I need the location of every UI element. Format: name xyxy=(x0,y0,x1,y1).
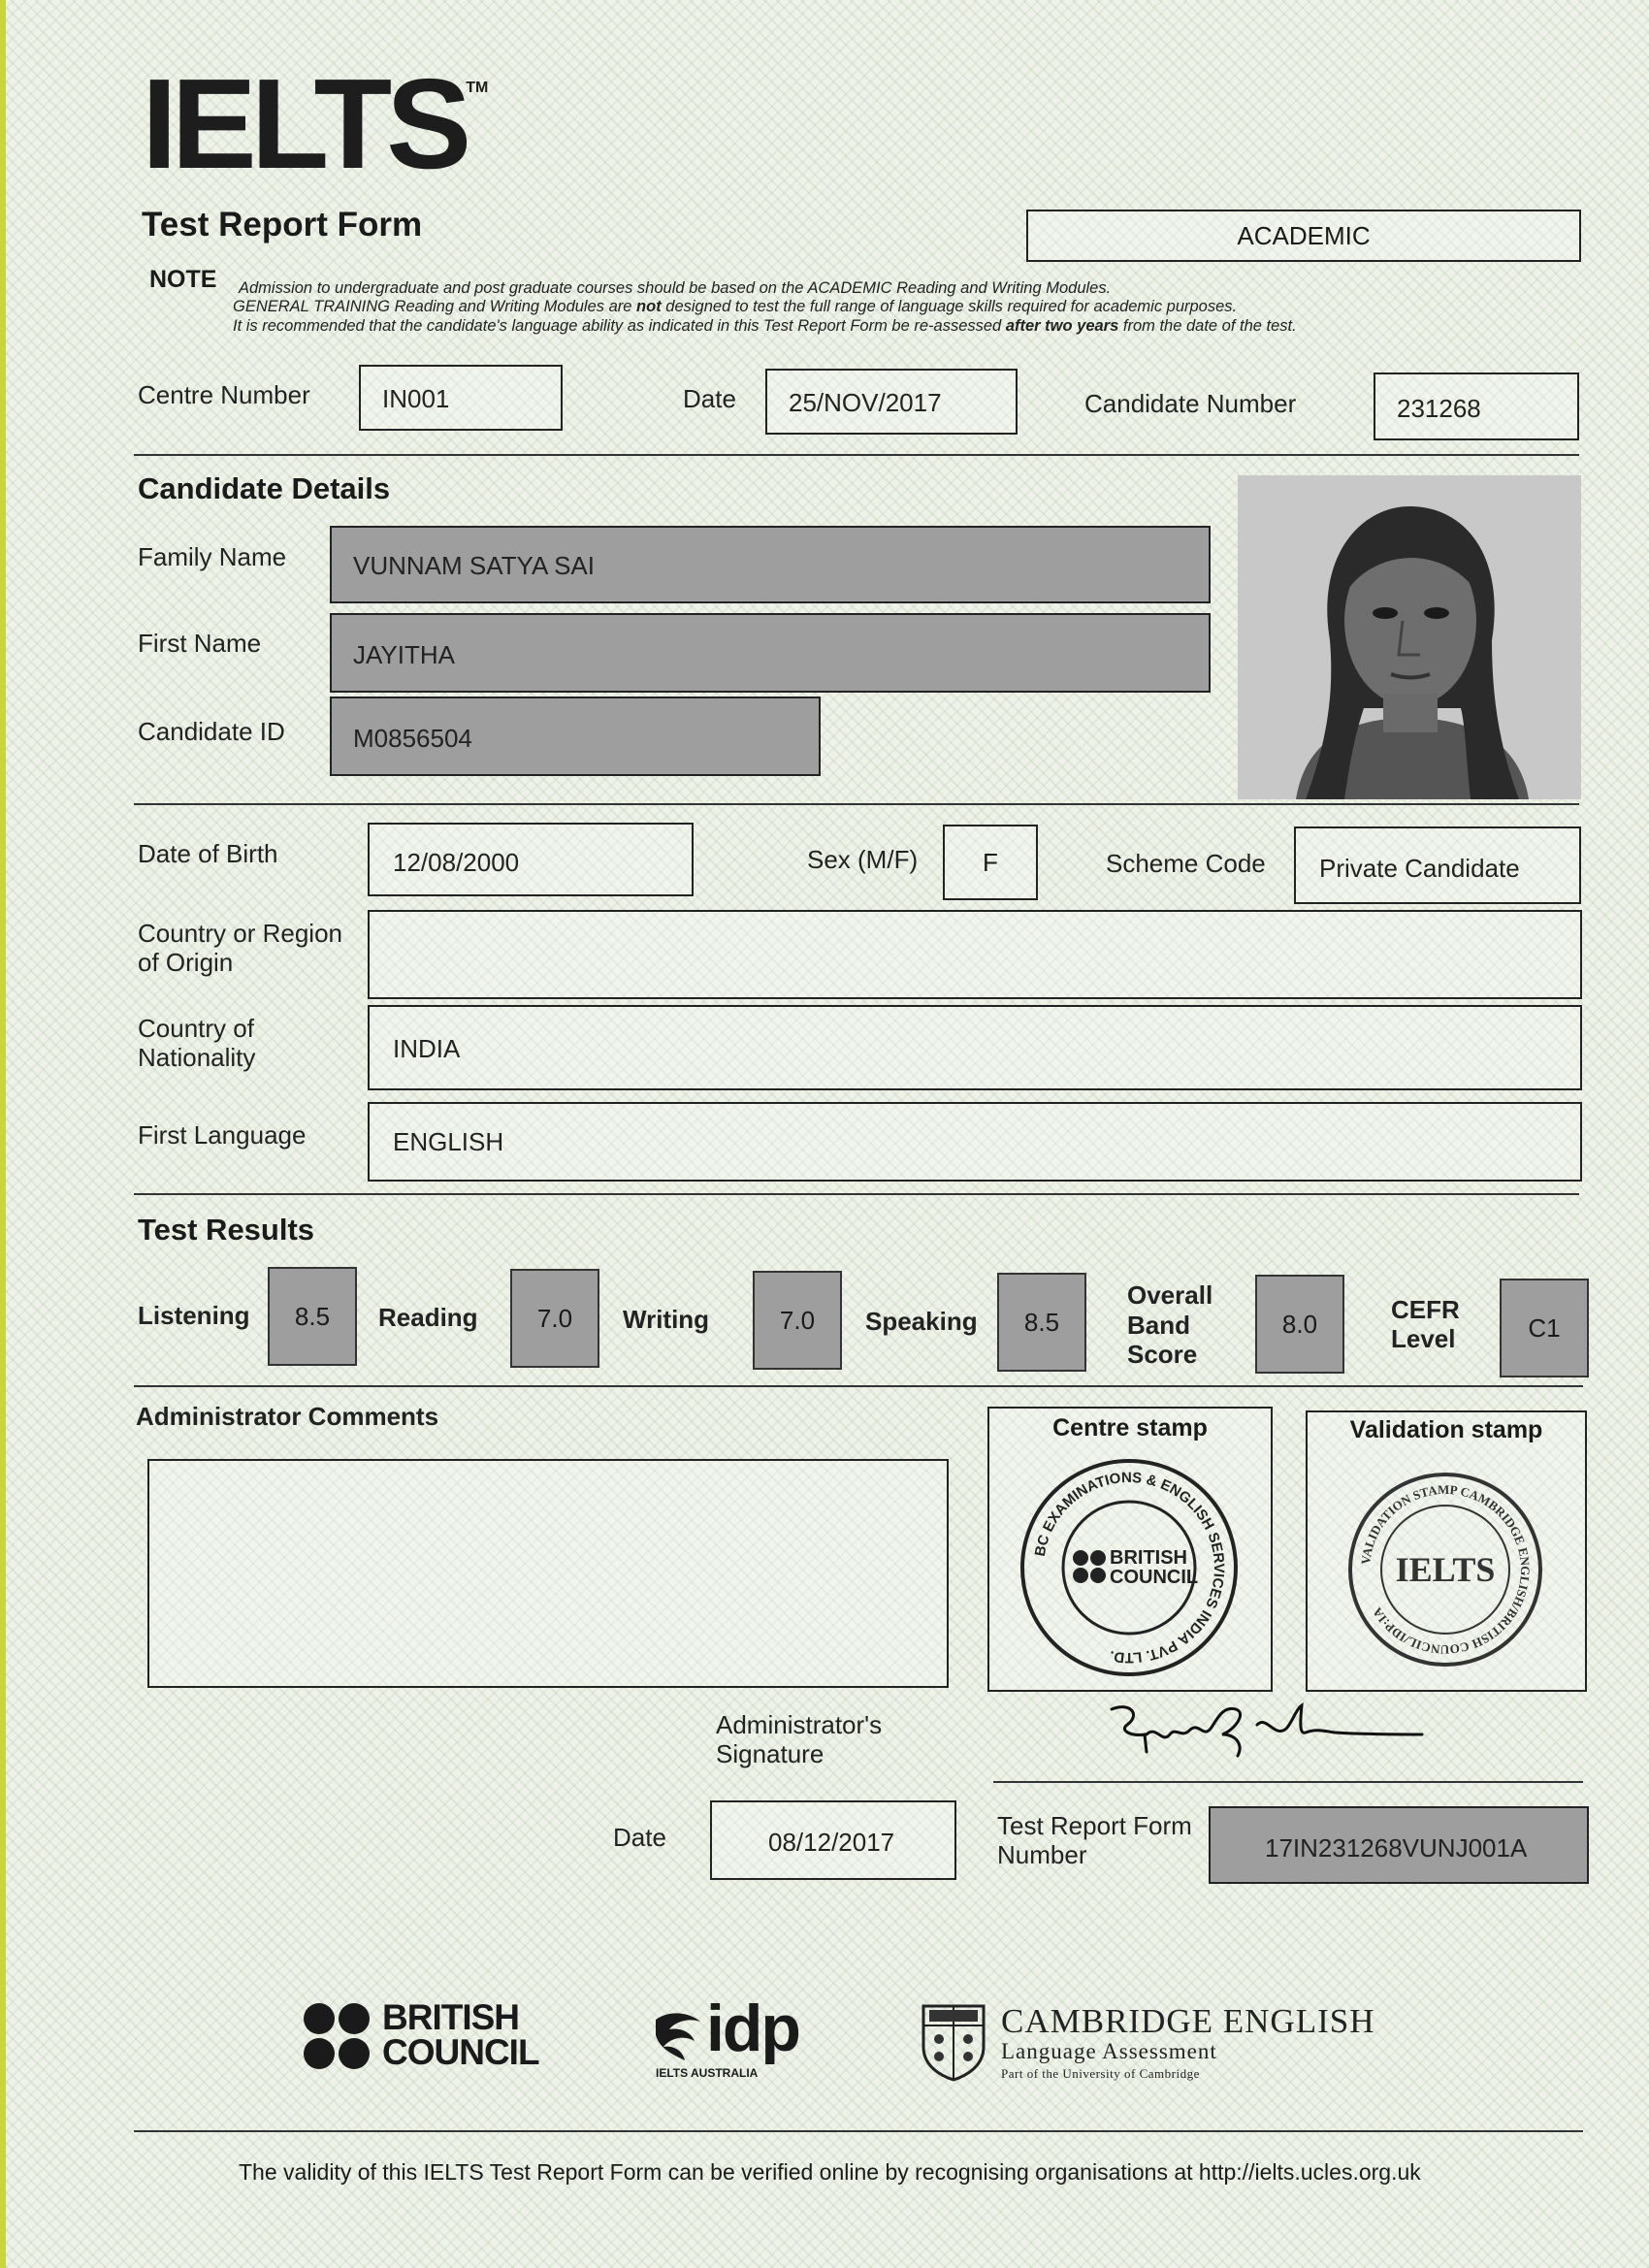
candidate-details-title: Candidate Details xyxy=(138,471,391,505)
country-origin-label-line2: of Origin xyxy=(138,947,234,977)
cambridge-crest-icon xyxy=(922,2004,986,2082)
cambridge-line-2: Language Assessment xyxy=(1001,2039,1217,2063)
first-name-value: JAYITHA xyxy=(353,640,455,669)
reading-score: 7.0 xyxy=(510,1269,599,1368)
nationality-box xyxy=(368,1005,1582,1090)
nationality-label-line1: Country of xyxy=(138,1014,254,1043)
cambridge-logo xyxy=(922,2004,1426,2091)
british-council-text xyxy=(382,1997,539,2072)
overall-label xyxy=(1127,1280,1212,1370)
note-line-3c: from the date of the test. xyxy=(1118,316,1297,335)
candidate-id-field xyxy=(330,697,821,776)
writing-label: Writing xyxy=(623,1305,710,1334)
centre-number-value: IN001 xyxy=(382,384,450,413)
country-origin-box xyxy=(368,910,1582,999)
country-origin-label-line1: Country or Region xyxy=(138,919,342,948)
divider xyxy=(134,1385,1583,1387)
centre-number-box xyxy=(359,365,563,431)
cefr-label-line1: CEFR xyxy=(1391,1295,1460,1324)
note-line-2a: GENERAL TRAINING Reading and Writing Modules are xyxy=(233,298,637,316)
family-name-label: Family Name xyxy=(138,542,287,571)
bc-line-1: BRITISH xyxy=(382,1997,519,2037)
writing-score: 7.0 xyxy=(753,1271,842,1370)
sex-value: F xyxy=(983,847,998,877)
note-line-3b: after two years xyxy=(1005,316,1119,335)
signature-label-line2: Signature xyxy=(716,1738,824,1768)
first-name-label: First Name xyxy=(138,629,262,658)
note-text xyxy=(233,279,1527,336)
cambridge-line-1: CAMBRIDGE ENGLISH xyxy=(1001,2002,1375,2040)
dob-box xyxy=(368,823,694,896)
idp-logo xyxy=(650,1992,824,2088)
nationality-label xyxy=(138,1015,255,1073)
date-label: Date xyxy=(683,384,736,413)
british-council-dots-icon xyxy=(303,2002,372,2072)
bc-line-2: COUNCIL xyxy=(382,2032,539,2072)
reading-label: Reading xyxy=(378,1303,478,1332)
trf-number-label-line2: Number xyxy=(997,1839,1087,1869)
candidate-id-value: M0856504 xyxy=(353,724,472,753)
divider xyxy=(134,1193,1579,1195)
centre-stamp-inner-1: BRITISH xyxy=(1110,1547,1187,1569)
cefr-level: C1 xyxy=(1500,1279,1589,1377)
british-council-logo xyxy=(303,1997,545,2078)
note-line-3a: It is recommended that the candidate's language ability as indicated in this Test Report Form be re-assessed xyxy=(233,316,1006,335)
centre-stamp-box xyxy=(987,1407,1273,1692)
divider xyxy=(134,2130,1583,2132)
listening-score: 8.5 xyxy=(268,1267,357,1366)
scheme-code-value: Private Candidate xyxy=(1319,854,1520,883)
first-language-value: ENGLISH xyxy=(393,1127,504,1156)
centre-stamp-inner-2: COUNCIL xyxy=(1110,1567,1199,1588)
speaking-score: 8.5 xyxy=(997,1273,1086,1372)
nationality-value: INDIA xyxy=(393,1034,461,1063)
trf-number-value: 17IN231268VUNJ001A xyxy=(1265,1833,1528,1863)
sex-box xyxy=(943,825,1038,900)
note-line-2c: designed to test the full range of language skills required for academic purposes. xyxy=(661,298,1238,316)
overall-score: 8.0 xyxy=(1255,1275,1344,1374)
sex-label: Sex (M/F) xyxy=(807,845,919,874)
divider xyxy=(134,803,1579,805)
ielts-logo xyxy=(142,50,488,197)
validation-stamp xyxy=(1342,1467,1548,1672)
note-line-2 xyxy=(233,298,1527,316)
admin-date-value: 08/12/2017 xyxy=(768,1828,895,1857)
listening-label: Listening xyxy=(138,1301,250,1330)
candidate-photo xyxy=(1238,475,1581,799)
module-value: ACADEMIC xyxy=(1237,220,1371,250)
centre-stamp-ring-text: BC EXAMINATIONS & ENGLISH SERVICES INDIA PVT. LTD. xyxy=(1031,1469,1228,1667)
admin-date-box xyxy=(710,1800,956,1880)
test-date-box xyxy=(765,369,1018,435)
centre-number-label: Centre Number xyxy=(138,380,310,409)
trf-number-label-line1: Test Report Form xyxy=(997,1811,1192,1840)
candidate-photo-drawing xyxy=(1238,475,1581,799)
centre-stamp-label: Centre stamp xyxy=(1052,1414,1208,1442)
idp-globe-icon xyxy=(650,2006,708,2064)
overall-label-line3: Score xyxy=(1127,1340,1198,1370)
family-name-value: VUNNAM SATYA SAI xyxy=(353,551,595,580)
candidate-number-label: Candidate Number xyxy=(1084,389,1297,418)
country-origin-label xyxy=(138,920,342,978)
admin-comments-box xyxy=(147,1459,949,1688)
trf-number-label xyxy=(997,1812,1192,1870)
test-date-value: 25/NOV/2017 xyxy=(789,388,942,417)
signature xyxy=(1102,1696,1432,1773)
validity-text: The validity of this IELTS Test Report Form can be verified online by recognising organisations at http://ielts.ucles.org.uk xyxy=(239,2159,1421,2185)
validation-stamp-label: Validation stamp xyxy=(1349,1416,1543,1443)
note-line-3 xyxy=(233,317,1527,336)
admin-date-label: Date xyxy=(613,1823,666,1852)
speaking-label: Speaking xyxy=(865,1307,978,1336)
trf-number-box xyxy=(1209,1806,1589,1884)
nationality-label-line2: Nationality xyxy=(138,1042,256,1072)
idp-text: idp xyxy=(706,1992,799,2065)
cambridge-line-3: Part of the University of Cambridge xyxy=(1001,2066,1200,2081)
candidate-number-value: 231268 xyxy=(1397,394,1481,423)
module-box xyxy=(1026,210,1581,262)
cefr-label xyxy=(1391,1296,1460,1354)
note-label: NOTE xyxy=(149,266,217,293)
overall-label-line1: Overall xyxy=(1127,1280,1213,1310)
candidate-number-box xyxy=(1374,373,1579,440)
dob-value: 12/08/2000 xyxy=(393,848,520,877)
validation-stamp-inner: IELTS xyxy=(1395,1550,1496,1589)
signature-line xyxy=(993,1781,1583,1783)
ielts-logo-text: IELTS xyxy=(142,52,467,195)
validation-stamp-box xyxy=(1306,1410,1587,1692)
cefr-label-line2: Level xyxy=(1391,1323,1456,1353)
first-language-label: First Language xyxy=(138,1120,307,1150)
validation-stamp-ring-text: VALIDATION STAMP CAMBRIDGE ENGLISH/BRITISH COUNCIL/IDP:IA xyxy=(1358,1481,1534,1658)
candidate-id-label: Candidate ID xyxy=(138,717,285,746)
scheme-code-label: Scheme Code xyxy=(1106,849,1266,878)
idp-subtext: IELTS AUSTRALIA xyxy=(656,2066,759,2080)
signature-label-line1: Administrator's xyxy=(716,1710,883,1739)
centre-stamp xyxy=(1015,1453,1244,1682)
note-line-2b: not xyxy=(636,298,662,316)
trademark: TM xyxy=(466,80,489,96)
divider xyxy=(134,454,1579,456)
admin-comments-label: Administrator Comments xyxy=(136,1402,439,1431)
first-name-field xyxy=(330,613,1211,693)
test-results-title: Test Results xyxy=(138,1213,315,1247)
overall-label-line2: Band xyxy=(1127,1310,1190,1340)
signature-label xyxy=(716,1711,882,1769)
form-title: Test Report Form xyxy=(142,206,423,243)
dob-label: Date of Birth xyxy=(138,839,278,868)
note-line-1: Admission to undergraduate and post graduate courses should be based on the ACADEMIC Reading and Writing Modules. xyxy=(239,279,1112,297)
family-name-field xyxy=(330,526,1211,603)
test-report-form xyxy=(6,0,1649,2268)
scheme-code-box xyxy=(1294,826,1581,904)
first-language-box xyxy=(368,1102,1582,1182)
